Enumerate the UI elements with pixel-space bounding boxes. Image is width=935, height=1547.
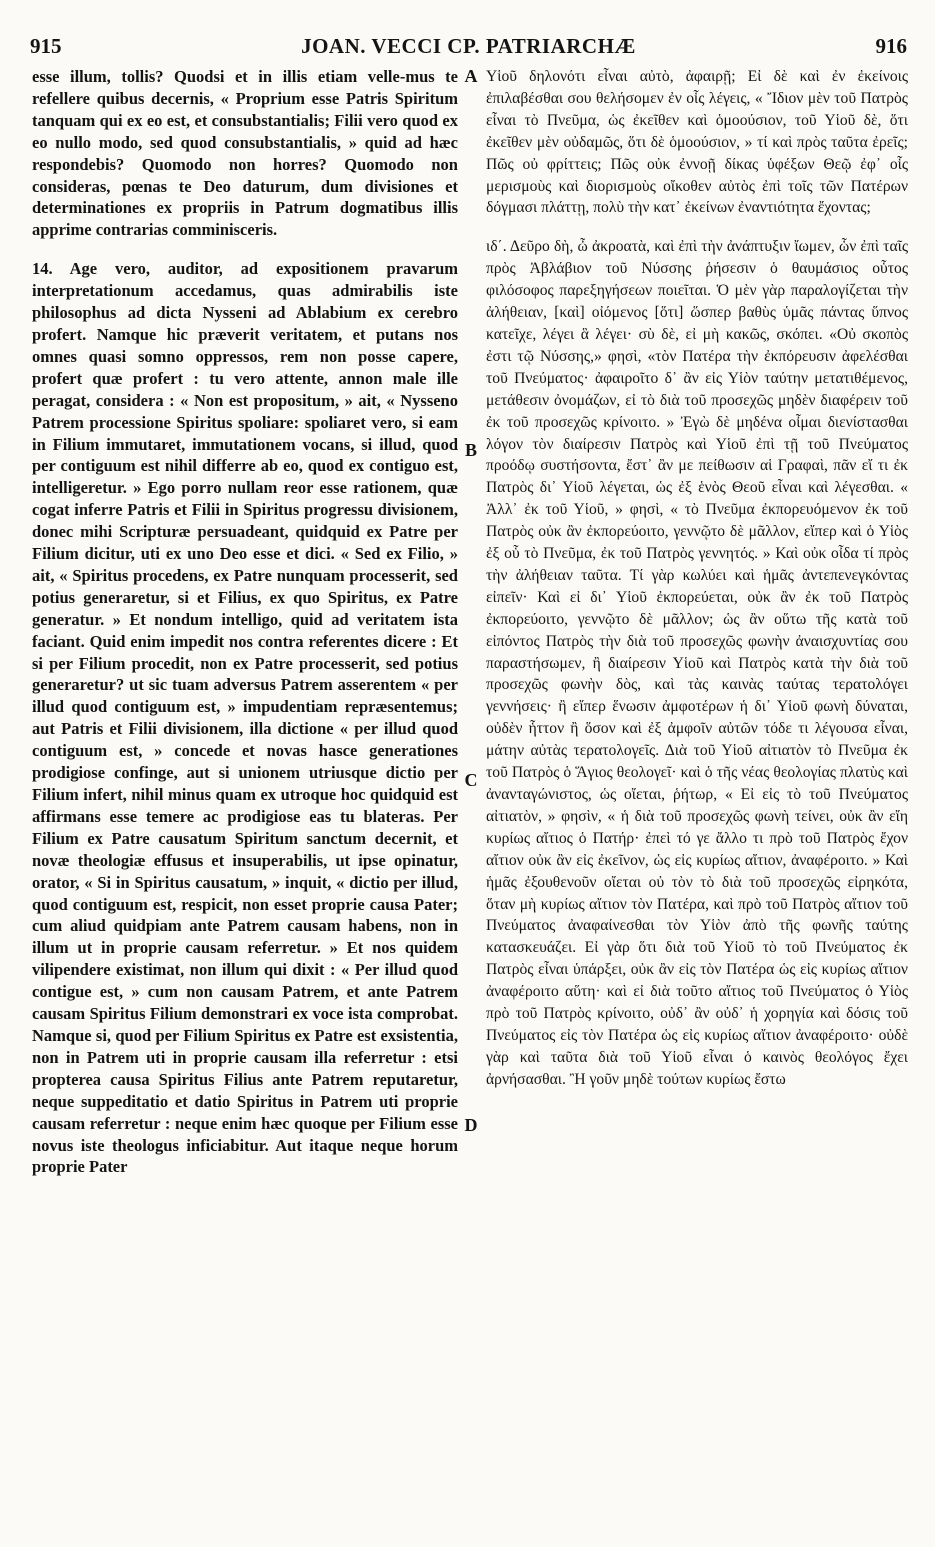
page-number-left: 915	[30, 34, 62, 58]
page-header	[30, 34, 907, 64]
latin-paragraph-1: esse illum, tollis? Quodsi et in illis etiam velle-mus te refellere quibus decernis, « Proprium esse Patris Spiritum tanquam qui ex eo est, et consubstantialis; Filii vero quod ex eo nullo modo, sed quod consubstantialis, » quid ad hæc respondebis? Quomodo non horres? Quomodo non consideras, pœnas te Deo daturum, dum divisiones et determinationes ex propriis in Patrum dogmatibus illis apprime contrarias comminisceris.	[32, 67, 458, 240]
greek-column	[486, 66, 908, 1091]
greek-paragraph-2: ιδ΄. Δεῦρο δὴ, ὦ ἀκροατὰ, καὶ ἐπὶ τὴν ἀνάπτυξιν ἴωμεν, ὧν ἐπὶ ταῖς πρὸς Ἀβλάβιον τοῦ Νύσσης ῥήσεσιν ὁ θαυμάσιος οὗτος φιλόσοφος παρεξηγήσεων ποιεῖται. Ὁ μὲν γὰρ παραλογίζεται τὴν ἀλήθειαν, [καὶ] οἰόμενος [ὅτι] ὥσπερ βαθὺς ὑμᾶς πάντας ὕπνος κατεῖχε, λέγει ἃ λέγει· σὺ δὲ, εἰ μὴ κακῶς, σκόπει. «Οὐ σκοπὸς ἐστι τῷ Νύσσης,» φησὶ, «τὸν Πατέρα τὴν ἐκπόρευσιν ἀφελέσθαι τοῦ Πνεύματος· ἀφαιροῖτο δ᾽ ἂν εἰς Υἱὸν ταύτην μετατιθέμενος, μετάθεσιν ὀνομάζων, εἰ τὸ διὰ τοῦ προσεχῶς μηδὲν διαφέρειν τοῦ ἐκ τοῦ προσεχῶς κρίνοιτο. » Ἐγὼ δὲ μηδένα οἶμαι διενίστασθαι λόγον τὸν διαίρεσιν Πατρὸς καὶ Υἱοῦ ἐπὶ τῇ τοῦ Πνεύματος προόδῳ συστήσοντα, ἔστ᾽ ἂν με πείθωσιν αἱ Γραφαὶ, πᾶν εἴ τι ἐκ Πατρὸς δι᾽ Υἱοῦ λέγεται, ὡς ἐξ ἑνὸς Θεοῦ εἶναι καὶ λέγεσθαι. « Ἀλλ᾽ ἐκ τοῦ Υἱοῦ, » φησὶ, « τὸ Πνεῦμα ἐκπορευόμενον ἐκ τοῦ Πατρὸς οὐκ ἂν ἐκπορεύοιτο, γεννῷτο δὲ μᾶλλον, εἴπερ καὶ ὁ Υἱὸς ἐξ οὗ τὸ Πνεῦμα, ἐκ τοῦ Πατρὸς γεννητός. » Καὶ οὐκ οἶδα τί πρὸς τὴν ἀλήθειαν ταῦτα. Τί γὰρ κωλύει καὶ ἡμᾶς ἀντεπενεγκόντας εἰπεῖν· Καὶ εἰ δι᾽ Υἱοῦ ἐκπορεύεται, οὐκ ἂν ἐκ τοῦ Πατρὸς ἐκπορεύοιτο, γεννῷτο δὲ μᾶλλον; ὡς ἂν οὕτω τῆς κατὰ τοῦ εἰπόντος Πατρὸς τὴν διὰ τοῦ προσεχῶς φωνὴν ἀναισχυντίας σου παραστήσωμεν, ἢ διαίρεσιν Υἱοῦ καὶ Πατρὸς κατὰ τὴν διὰ τοῦ προσεχῶς φωνὴν δὸς, καὶ τὰς καινὰς ταύτας τερατολόγει γεννήσεις· ἢ εἴπερ ἕνωσιν ἀμφοτέρων ἡ δι᾽ Υἱοῦ φωνὴ δύναται, οὐδὲν ἧττον ἢ ὅσον καὶ ἐξ ἀμφοῖν αὐτῶν τόδε τι λέγουσα εἶναι, μάτην αὐτὰς τερατολογεῖς. Διὰ τοῦ Υἱοῦ αἰτιατὸν τὸ Πνεῦμα ἐκ τοῦ Πατρὸς ὁ Ἅγιος θεολογεῖ· καὶ ὁ τῆς νέας θεολογίας πλατὺς καὶ ἀνανταγώνιστος, ὡς οἴεται, ῥήτωρ, « Εἰ εἰς τὸ τοῦ Πνεύματος αἰτιατὸν, » φησὶν, « ἡ διὰ τοῦ προσεχῶς φωνὴ τείνει, οὐκ ἂν εἴη κυρίως αἴτιος ὁ Πατήρ· ἐπεὶ τό γε ἄλλο τι πρὸ τοῦ Πατρὸς ἔχον αἴτιον οὐκ ἂν εἰς ἐκεῖνον, ὡς εἰς κυρίως αἴτιον, ἀναφέροιτο. » Καὶ ἡμᾶς ἐξουθενοῦν οἴεται οὐ τὸν τὸ διὰ τοῦ προσεχῶς εἰρηκότα, ὅταν μὴ κυρίως αἴτιον τὸν Πατέρα, καὶ πρὸ τοῦ Πατρὸς αἴτιον τοῦ Πνεύματος ἀναφαίνεσθαι τὸν Υἱὸν ἀπὸ τῆς φωνῆς ταύτης κατασκευάζει. Εἰ γὰρ ὅτι διὰ τοῦ Υἱοῦ τὸ τοῦ Πνεύματος ἐκ Πατρὸς εἶναι ὑπάρξει, οὐκ ἂν εἰς τὸν Πατέρα ὡς εἰς κυρίως αἴτιον ἀναφέροιτο αὕτη· καὶ εἰ διὰ τοῦτο αἴτιος τοῦ Πνεύματος ὁ Υἱὸς πρὸ τοῦ Πατρὸς κρίνοιτο, οὐδ᾽ ἂν οὐδ᾽ ἡ χορηγία καὶ δόσις τοῦ Πνεύματος εἰς τὸν Πατέρα ὡς εἰς κυρίως αἴτιον ἀναφέροιτο· οὐδὲ γὰρ καὶ ταῦτα διὰ τοῦ Υἱοῦ εἶναι ὁ καινὸς θεολόγος ἔχει ἀρνήσασθαι. Ἢ γοῦν μηδὲ τούτων κυρίως ἔστω	[486, 238, 908, 1088]
latin-paragraph-2: 14. Age vero, auditor, ad expositionem pravarum interpretationum accedamus, quas admirabilis iste philosophus ad dicta Nysseni ad Ablabium ex cerebro profert. Namque hic præverit veritatem, et putans nos omnes quasi somno oppressos, rem non posse capere, profert quæ profert : tu vero attente, annon male ille peragat, considera : « Non est propositum, » ait, « Nysseno Patrem processione Spiritus spoliare: spoliaret vero, si eam in Filium immutaret, immutationem vocans, si illud, quod per contiguum est nihil differre ab eo, quod ex contiguo est, intelligeretur. » Ego porro nullam reor esse rationem, quæ cogat inferre Patris et Filii in Spiritus progressu divisionem, donec mihi Scripturæ persuadeant, quidquid ex Patre per Filium dicitur, uti ex uno Deo esse et dici. « Sed ex Filio, » ait, « Spiritus procedens, ex Patre nunquam processerit, sed potius generaretur, si et Filius, ex quo Spiritus, ex Patre generatur. » Et nondum intelligo, quid ad veritatem ista faciant. Quid enim impedit nos contra referentes dicere : Et si per Filium procedit, non ex Patre processerit, sed potius generaretur? ut sic tuam adversus Patrem asserentem « per illud quod contiguum est, » impudentiam repræsentemus; aut Patris et Filii divisionem, illa dictione « per illud quod contiguum est, » concede et novas hasce generationes prodigiose confinge, aut si unionem utriusque dictio per Filium infert, nihil minus quam ex utroque hoc quidquid est affirmans esse temere ac prodigiose eas tu blateras. Per Filium ex Patre causatum Spiritum sanctum decernit, et novæ theologiæ effusus et insuperabilis, ut ipse opinatur, orator, « Si in Spiritus causatum, » inquit, « dictio per illud, quod contiguum est, respicit, non esset proprie causa Pater; cum aliud quidpiam ante Patrem causam habens, non in illum ut in proprie causam referretur. » Et nos quidem vilipendere existimat, non illum qui dixit : « Per illud quod contigue est, » cum non causam Patrem, et ante Patrem causam Spiritus Filium demonstrari ex voce ista comprobat. Namque si, quod per Filium Spiritus ex Patre est exsistentia, non in Patrem uti in proprie causam illa referretur : etsi propterea causa Spiritus Filius ante Patrem reputaretur, neque suppeditatio et datio Spiritus in Patrem uti proprie causam referretur : neque enim hæc quoque per Filium esse novus iste theologus inficiabitur. Aut itaque neque horum proprie Pater	[32, 259, 458, 1177]
section-marker-d: D	[464, 1115, 478, 1135]
section-marker-a: A	[464, 66, 478, 86]
greek-paragraph-1: Υἱοῦ δηλονότι εἶναι αὐτὸ, ἀφαιρῇ; Εἰ δὲ καὶ ἐν ἐκείνοις ἐπιλαβέσθαι σου θελήσομεν ἐν οἷς λέγεις, « Ἴδιον μὲν τοῦ Πατρὸς εἶναι τὸ Πνεῦμα, ὡς ἐκεῖθεν καὶ ὁμοούσιον, τοῦ Υἱοῦ δὲ, ὅτι ἐκεῖθεν μὲν οὐδαμῶς, ὅτι δὲ ὁμοούσιον, » τί καὶ πρὸς ταῦτα ἐρεῖς; Πῶς οὐ φρίττεις; Πῶς οὐκ ἐννοῇ δίκας ὑφέξων Θεῷ ἐφ᾽ οἷς μερισμοὺς καὶ διορισμοὺς οἴκοθεν αὐτὸς ἐπὶ τοῖς τῶν Πατέρων δόγμασι πλάττῃ, πολὺ τὴν κατ᾽ ἐκείνων ἐναντιότητα ἔχοντας;	[486, 68, 908, 217]
section-marker-b: B	[464, 440, 477, 460]
section-marker-c: C	[464, 770, 478, 790]
page-number-right: 916	[875, 34, 907, 58]
running-title: JOAN. VECCI CP. PATRIARCHÆ	[301, 34, 636, 58]
latin-column	[32, 66, 458, 1178]
